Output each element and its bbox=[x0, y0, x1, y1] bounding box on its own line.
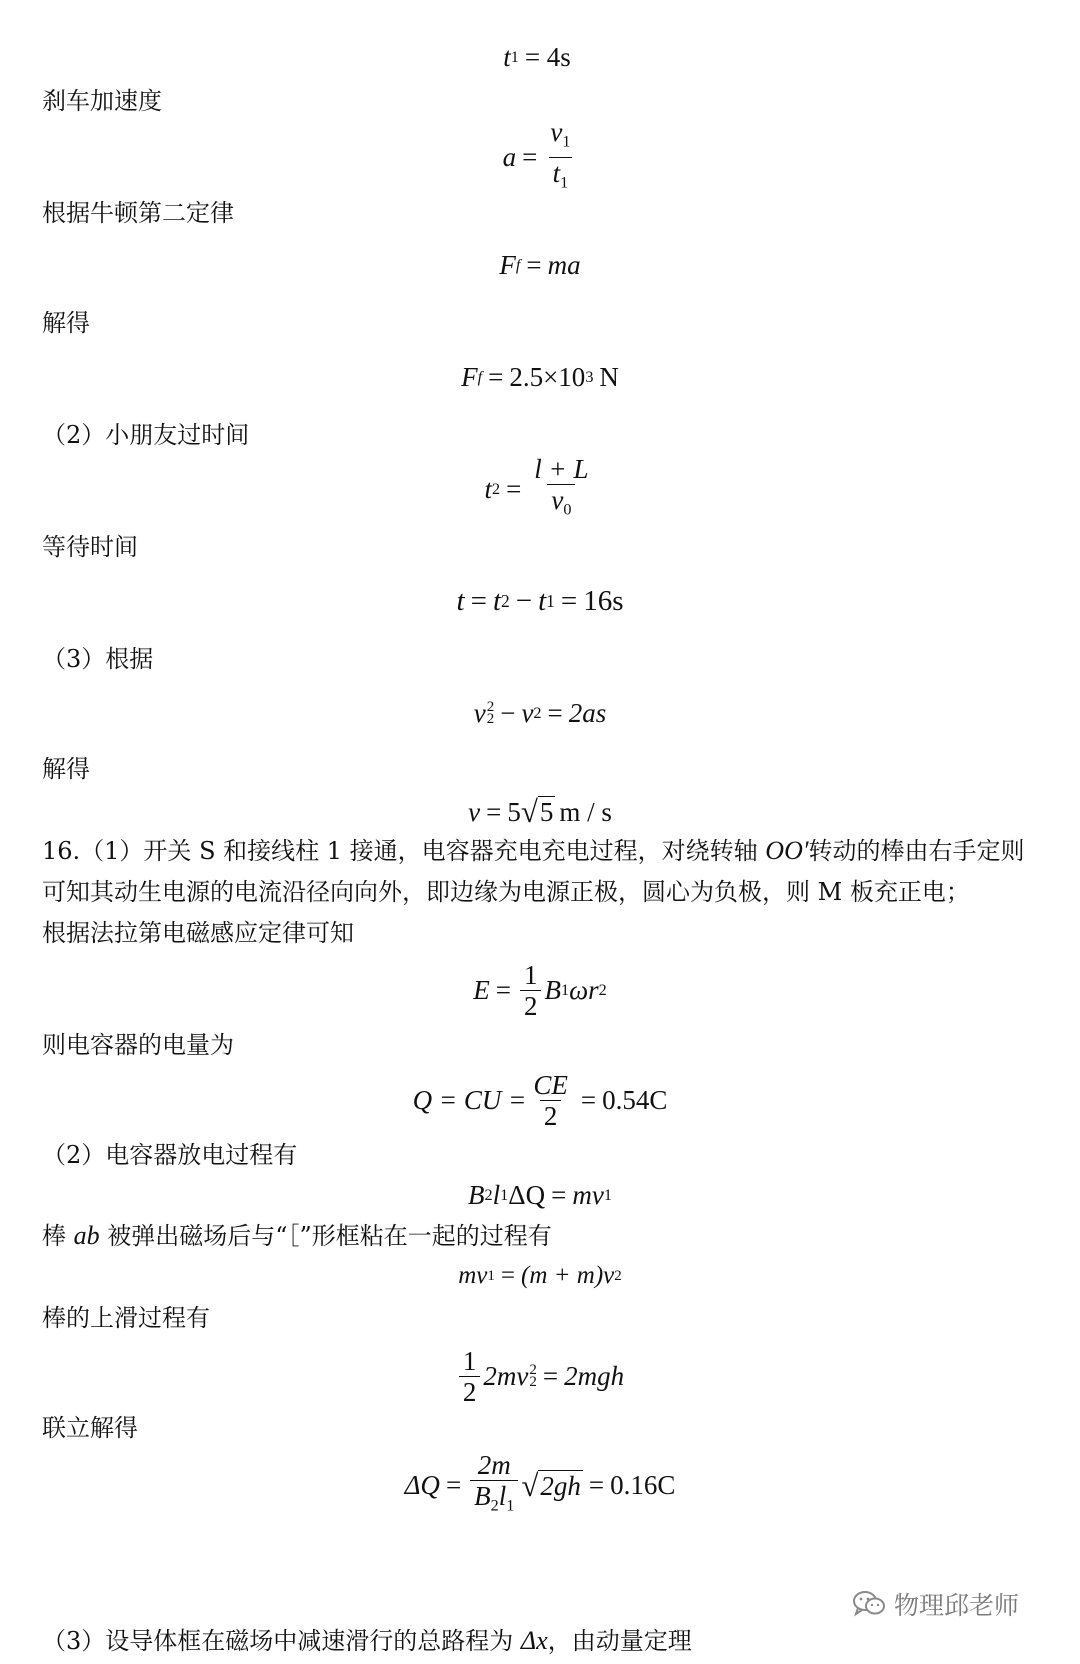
eq-subscript: 2 bbox=[614, 1268, 622, 1284]
eq-rhs: = 4s bbox=[524, 42, 571, 72]
wechat-icon bbox=[852, 1590, 886, 1618]
eq-subscript: f bbox=[515, 256, 521, 274]
eq-subscript: 1 bbox=[500, 1186, 509, 1204]
equation-t1 bbox=[0, 42, 1080, 72]
eq-exponent: 2 bbox=[598, 981, 607, 999]
eq-numerator: l + L bbox=[534, 453, 589, 484]
eq-rhs: (m + m)v bbox=[521, 1262, 615, 1289]
fraction bbox=[529, 1070, 572, 1131]
eq-subscript: 2 bbox=[484, 1186, 493, 1204]
eq-symbol: t bbox=[492, 585, 501, 617]
text-line: 等待时间 bbox=[42, 533, 138, 561]
eq-exponent: 2 bbox=[486, 699, 495, 715]
fraction bbox=[470, 1450, 518, 1521]
eq-rhs: mv bbox=[572, 1180, 604, 1210]
equation-wait-time: t = t 2 − t 1 = 16s bbox=[456, 585, 624, 617]
text-line bbox=[42, 1626, 692, 1656]
text-segment: ，由动量定理 bbox=[547, 1627, 692, 1655]
eq-symbol: t bbox=[538, 585, 547, 617]
equation-charge-result: ΔQ = $\frac{2m}{B_2l_1}$ √ 2gh = 0.16C bbox=[0, 1452, 1080, 1518]
text-line: 棒的上滑过程有 bbox=[42, 1304, 210, 1332]
eq-symbol: t bbox=[552, 157, 561, 188]
text-segment: 转动的棒由右手定则 bbox=[808, 837, 1025, 865]
eq-symbol: v bbox=[550, 116, 563, 147]
eq-symbol: F bbox=[461, 362, 478, 392]
eq-symbol: 2mv bbox=[483, 1361, 529, 1391]
eq-symbol: t bbox=[484, 474, 492, 504]
eq-symbol: a bbox=[502, 142, 517, 172]
text-segment: 棒 bbox=[42, 1222, 74, 1250]
eq-radicand: 2gh bbox=[540, 1470, 581, 1501]
text-line: （2）电容器放电过程有 bbox=[42, 1141, 298, 1169]
text-line: 根据牛顿第二定律 bbox=[42, 199, 234, 227]
sqrt: √ 2gh bbox=[521, 1467, 581, 1503]
eq-numerator: CE bbox=[533, 1069, 568, 1100]
eq-coefficient: 2.5×10 bbox=[509, 362, 586, 392]
text-line: 解得 bbox=[42, 755, 90, 783]
eq-radicand: 5 bbox=[539, 797, 554, 827]
text-line: （2）小朋友过时间 bbox=[42, 421, 250, 449]
equation-kinematics: v 2 2 − v 2 = 2as bbox=[473, 698, 607, 728]
eq-symbol: v bbox=[521, 698, 534, 728]
eq-symbol: B bbox=[474, 1480, 491, 1511]
eq-rhs: 0.16C bbox=[610, 1470, 676, 1500]
eq-numerator: 1 bbox=[523, 959, 538, 990]
equation-velocity-result: v = 5 √ 5 m / s bbox=[468, 794, 612, 829]
fraction bbox=[459, 1346, 481, 1407]
eq-subscript: 1 bbox=[603, 1186, 612, 1204]
eq-exponent: 2 bbox=[533, 704, 542, 722]
eq-symbol: l bbox=[492, 1180, 501, 1210]
text-italic: Δx bbox=[520, 1626, 548, 1655]
equation-t2: t 2 = $\frac{l + L}{v_0}$ bbox=[0, 456, 1080, 522]
eq-symbol: l bbox=[498, 1480, 507, 1511]
eq-subscript: 2 bbox=[501, 591, 510, 611]
eq-unit: m / s bbox=[559, 796, 612, 827]
eq-symbol: E bbox=[473, 975, 490, 1005]
watermark-text: 物理邱老师 bbox=[894, 1591, 1020, 1620]
eq-symbol: B bbox=[544, 975, 561, 1005]
equation-collision: mv 1 = (m + m)v 2 bbox=[458, 1262, 622, 1289]
eq-symbol: t bbox=[503, 42, 511, 72]
eq-unit: N bbox=[599, 362, 619, 392]
equation-friction-result: F f = 2.5×10 3 N bbox=[461, 362, 619, 392]
text-line: （3）根据 bbox=[42, 645, 154, 673]
equation-charge: Q = CU = $\frac{CE}{2}$ = 0.54C bbox=[412, 1069, 668, 1131]
equation-energy: $\frac{1}{2}$ 2mv 2 2 = 2mgh bbox=[0, 1343, 1080, 1409]
text-line bbox=[42, 1221, 552, 1251]
eq-subscript: 2 bbox=[491, 480, 501, 498]
eq-subscript: 1 bbox=[487, 1268, 495, 1284]
eq-subscript: 1 bbox=[546, 591, 555, 611]
eq-symbol: v bbox=[551, 484, 564, 515]
eq-rhs: 2mgh bbox=[564, 1361, 625, 1391]
eq-symbol: ΔQ bbox=[508, 1180, 546, 1210]
text-segment: （3）设导体框在磁场中减速滑行的总路程为 bbox=[42, 1627, 521, 1655]
eq-subscript: 1 bbox=[560, 173, 569, 192]
eq-numerator: 2m bbox=[477, 1449, 511, 1480]
eq-lhs: Q = CU = bbox=[412, 1085, 527, 1115]
equation-acceleration: a = $\frac{v_1}{t_1}$ bbox=[0, 124, 1080, 190]
eq-subscript: 2 bbox=[486, 711, 495, 727]
text-italic: ab bbox=[73, 1221, 100, 1250]
eq-symbol: F bbox=[499, 250, 516, 280]
equation-impulse: B 2 l 1 ΔQ = mv 1 bbox=[468, 1180, 612, 1210]
text-line: 刹车加速度 bbox=[42, 87, 162, 115]
eq-subscript: 2 bbox=[490, 1496, 499, 1515]
text-line: 可知其动生电源的电流沿径向向外，即边缘为电源正极，圆心为负极，则 M 板充正电； bbox=[42, 878, 970, 906]
text-line: 根据法拉第电磁感应定律可知 bbox=[42, 919, 354, 947]
eq-coefficient: 5 bbox=[507, 796, 521, 827]
eq-subscript: 1 bbox=[560, 981, 570, 999]
eq-denominator: 2 bbox=[459, 1376, 481, 1407]
eq-rhs: ma bbox=[547, 250, 581, 280]
eq-subscript: 1 bbox=[562, 132, 571, 151]
eq-subscript: 1 bbox=[510, 48, 519, 66]
sqrt: √ 5 bbox=[520, 794, 554, 829]
eq-rhs: 0.54C bbox=[602, 1085, 668, 1115]
text-line: 联立解得 bbox=[42, 1414, 138, 1442]
eq-symbol: v bbox=[473, 698, 486, 728]
eq-denominator: 2 bbox=[540, 1100, 562, 1131]
eq-denominator: 2 bbox=[520, 990, 542, 1021]
eq-symbol: ωr bbox=[569, 975, 599, 1005]
eq-subscript: f bbox=[477, 368, 483, 386]
eq-rhs: 2as bbox=[568, 698, 607, 728]
eq-subscript: 1 bbox=[506, 1496, 515, 1515]
eq-symbol: B bbox=[468, 1180, 485, 1210]
eq-numerator: 1 bbox=[462, 1345, 477, 1376]
fraction bbox=[530, 454, 592, 525]
eq-exponent: 3 bbox=[585, 368, 594, 386]
text-line: 解得 bbox=[42, 309, 90, 337]
watermark bbox=[852, 1584, 1019, 1624]
eq-symbol: v bbox=[468, 796, 481, 827]
eq-subscript: 0 bbox=[563, 500, 572, 519]
equation-newton: F f = ma bbox=[499, 250, 581, 280]
eq-rhs: 16s bbox=[583, 585, 624, 617]
text-segment: 16.（1）开关 S 和接线柱 1 接通，电容器充电充电过程，对绕转轴 bbox=[42, 837, 766, 865]
text-segment: 被弹出磁场后与“［”形框粘在一起的过程有 bbox=[99, 1222, 552, 1250]
eq-subscript: 2 bbox=[529, 1374, 537, 1390]
eq-exponent: 2 bbox=[529, 1362, 537, 1378]
equation-emf: E = $\frac{1}{2}$ B 1 ωr 2 bbox=[473, 959, 607, 1021]
text-italic: OO′ bbox=[765, 836, 809, 865]
fraction bbox=[546, 117, 574, 197]
eq-symbol: t bbox=[456, 585, 465, 617]
text-line: 则电容器的电量为 bbox=[42, 1031, 234, 1059]
eq-symbol: mv bbox=[458, 1262, 488, 1289]
text-line bbox=[42, 836, 1025, 866]
fraction bbox=[520, 960, 542, 1021]
eq-symbol: ΔQ bbox=[404, 1470, 440, 1500]
